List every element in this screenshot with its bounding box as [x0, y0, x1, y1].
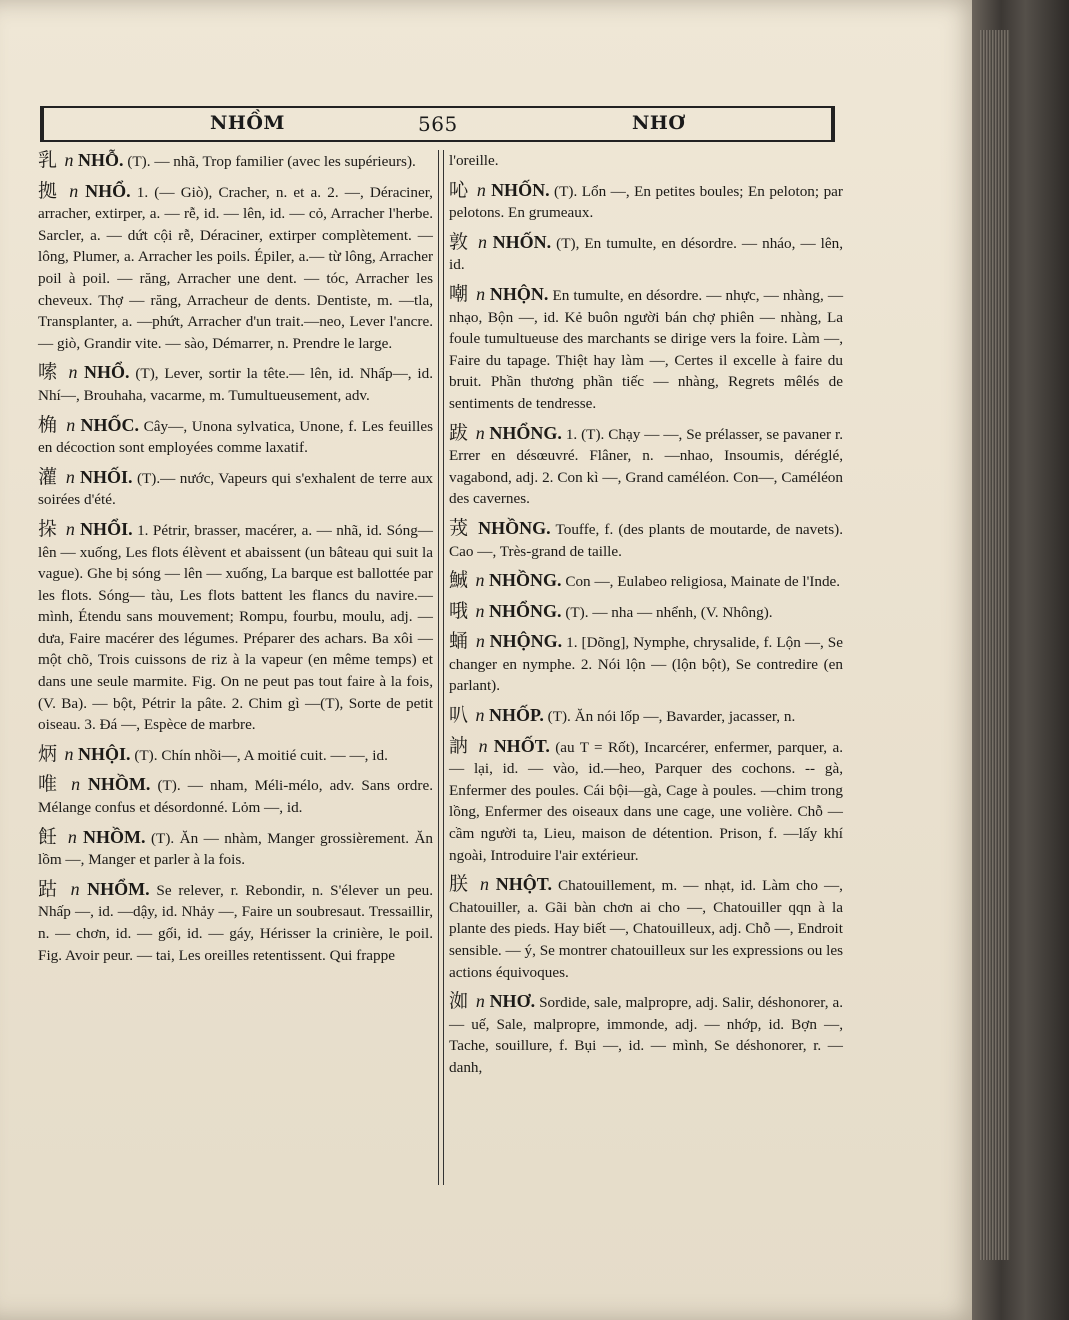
book-page-edge	[972, 0, 1069, 1320]
entry-definition: (T). — nham, Méli-mélo, adv. Sans ordre. Mélange confus et désordonné. Lỏm —, id.	[38, 777, 433, 817]
entry-definition: (T), Lever, sortir la tête.— lên, id. Nhấp—, id. Nhí—, Brouhaha, vacarme, m. Tumultueusement, adv.	[38, 365, 433, 404]
entry-definition: Sordide, sale, malpropre, adj. Salir, déshonorer, a. — uế, Sale, malpropre, immonde, adj. — nhớp, id. Bợn —, Tache, souillure, f. Bụi —, id. — mình, Se déshonorer, r. — danh,	[449, 994, 844, 1076]
entry-definition: (T).— nước, Vapeurs qui s'exhalent de terre aux soirées d'été.	[38, 469, 434, 509]
chinese-character: 乳	[38, 150, 58, 171]
entry-headword: NHỐI.	[79, 466, 133, 487]
chinese-character: 叭	[449, 705, 469, 727]
entry-pos: n	[475, 600, 485, 621]
entry-pos: n	[478, 735, 488, 756]
dictionary-entry	[38, 362, 433, 406]
column-divider	[438, 150, 444, 1185]
entry-pos: n	[475, 705, 485, 726]
entry-definition: Con —, Eulabeo religiosa, Mainate de l'Inde.	[565, 573, 841, 591]
entry-headword: NHỔM.	[87, 878, 150, 899]
dictionary-entry	[38, 467, 433, 511]
entry-pos: n	[475, 991, 485, 1012]
entry-headword: NHỔNG.	[489, 422, 562, 443]
entry-pos: n	[68, 362, 78, 383]
entry-headword: NHỒNG.	[489, 570, 562, 591]
header-right-word: NHƠ	[632, 112, 686, 134]
right-column	[449, 150, 843, 1087]
entry-headword: NHỖ.	[78, 150, 124, 170]
entry-headword: NHỔI.	[80, 518, 133, 539]
entry-headword: NHỔ.	[85, 180, 131, 201]
chinese-character: 飪	[38, 826, 59, 848]
dictionary-entry	[449, 874, 843, 983]
dictionary-entry	[449, 518, 843, 562]
chinese-character: 桷	[38, 414, 58, 436]
entry-pos: n	[64, 743, 74, 764]
dictionary-entry	[38, 415, 433, 459]
entry-definition: (T). — nhã, Trop familier (avec les supérieurs).	[127, 153, 416, 170]
header-left-word: NHỒM	[210, 112, 285, 134]
entry-definition: En tumulte, en désordre. — nhực, — nhàng, — nhạo, Bộn —, id. Kẻ buôn người bán chợ phiên — nhàng, La foule tumultueuse des marchants se dirige vers la foire. Làm —, Faire du tapage. Thiệt hay làm —, Certes il excelle à faire du bruit. Phần thương phần tiếc — nhàng, Regrets mêlés de sentiments de tendresse.	[449, 286, 844, 412]
entry-headword: NHỐT.	[493, 735, 550, 756]
entry-definition: 1. (— Giò), Cracher, n. et a. 2. —, Déraciner, arracher, extirper, a. — rễ, id. — lên, id. — cỏ, Arracher l'herbe. Sarcler, a. — dứt cội rễ, Déraciner, extirper complètement. — lông, Plumer, a. Arracher les poils. Épiler, a.— từ lông, Arracher poil à poil. — răng, Arracher une dent. — tóc, Arracher les cheveux. Thợ — răng, Arracheur de dents. Dentiste, m. —tla, Transplanter, a. —phứt, Arracher d'un trait.—neo, Lever l'ancre. — giò, Grandir vite. — sào, Démarrer, n. Prendre le large.	[38, 183, 433, 352]
chinese-character: 洳	[449, 991, 469, 1013]
dictionary-entry	[449, 284, 843, 415]
dictionary-entry-continuation	[449, 150, 843, 172]
entry-definition: (T). Chín nhồi—, A moitié cuit. — —, id.	[134, 746, 388, 764]
chinese-character: 蛹	[449, 631, 469, 653]
chinese-character: 炳	[38, 743, 58, 765]
entry-definition: (T). — nha — nhểnh, (V. Nhông).	[565, 603, 773, 621]
entry-definition: (au T = Rốt), Incarcérer, enfermer, parquer, a. — lại, id. — vào, id.—heo, Parquer des cochons. -- gà, Enfermer des poules. Cái bội—gà, Cage à poules. —chim trong lồng, Enfermer des oiseaux dans une cage, une volière. Chỗ — cầm người ta, Lieu, maison de détention. Prison, f. —lấy khí ngoài, Introduire l'air extérieur.	[449, 738, 843, 864]
entry-definition: Chatouillement, m. — nhạt, id. Làm cho —, Chatouiller, a. Gãi bàn chơn ai cho —, Chatouiller qqn à la plante des pieds. Hay biết —, Chatouilleux, adj. Chỗ —, Endroit sensible. — ý, Se montrer chatouilleux sur les expressions ou les actions équivoques.	[449, 877, 843, 981]
dictionary-entry	[38, 519, 433, 736]
entry-pos: n	[65, 466, 75, 487]
dictionary-entry	[38, 774, 433, 818]
chinese-character: 灌	[38, 466, 58, 488]
entry-pos: n	[475, 570, 485, 591]
chinese-character: 朕	[449, 874, 471, 896]
entry-definition: 1. (T). Chạy — —, Se prélasser, se pavaner r. Errer en désœuvré. Flâner, n. —nhao, Insoumis, déréglé, vagabond, adj. 2. Con kì —, Grand caméléon. Con—, Caméléon des cavernes.	[449, 425, 843, 508]
dictionary-entry	[449, 631, 843, 697]
chinese-character: 敦	[449, 231, 470, 253]
entry-pos: n	[476, 283, 486, 304]
entry-definition: Cây—, Unona sylvatica, Unone, f. Les feuilles en décoction sont employées comme laxatif.	[38, 417, 433, 457]
chinese-character: 唯	[38, 774, 61, 796]
entry-headword: NHỘN.	[489, 283, 549, 304]
dictionary-entry	[38, 181, 433, 355]
chinese-character: 嘲	[449, 283, 469, 305]
page-number: 565	[418, 112, 458, 136]
entry-pos: n	[70, 878, 80, 899]
entry-pos: n	[475, 631, 485, 652]
entry-pos: n	[66, 414, 76, 435]
entry-definition: l'oreille.	[449, 152, 499, 169]
entry-definition: (T). Ăn nói lốp —, Bavarder, jacasser, n.	[547, 708, 796, 726]
chinese-character: 嗦	[38, 362, 60, 384]
entry-definition: (T). Ăn — nhàm, Manger grossièrement. Ăn lồm —, Manger et parler à la fois.	[38, 829, 434, 869]
entry-pos: n	[67, 826, 77, 847]
dictionary-entry	[449, 705, 843, 728]
entry-pos: n	[69, 180, 79, 201]
entry-headword: NHỐP.	[489, 705, 544, 726]
entry-headword: NHỐN.	[492, 231, 552, 252]
entry-headword: NHỒM.	[87, 774, 151, 795]
dictionary-entry	[449, 570, 843, 593]
entry-pos: n	[71, 774, 81, 795]
left-column	[38, 150, 433, 974]
chinese-character: 鯎	[449, 570, 469, 592]
chinese-character: 跍	[38, 878, 61, 900]
entry-headword: NHỐC.	[80, 414, 140, 435]
entry-headword: NHỘNG.	[489, 631, 563, 652]
entry-definition: 1. [Dõng], Nymphe, chrysalide, f. Lộn —, Se changer en nymphe. 2. Nói lộn — (lộn bột), Se contredire (en parlant).	[449, 634, 843, 695]
entry-headword: NHỘI.	[78, 743, 131, 764]
entry-pos: n	[480, 874, 490, 895]
chinese-character: 挆	[38, 518, 58, 540]
entry-pos: n	[476, 179, 486, 200]
entry-headword: NHỒM.	[83, 826, 146, 847]
entry-definition: (T), En tumulte, en désordre. — nháo, — lên, id.	[449, 234, 843, 274]
entry-headword: NHỔNG.	[489, 600, 562, 621]
entry-definition: 1. Pétrir, brasser, macérer, a. — nhã, id. Sóng— lên — xuống, Les flots élèvent et abaissent (un bâteau qui suit la vague). Ghe bị sóng — lên — xuống, La barque est ballottée par les flots. Sóng— tàu, Les flots battent les flancs du navire.— mình, Étendu sans mouvement; Rompu, fourbu, moulu, adj. — dưa, Faire macérer des légumes. Préparer des achars. Ba xôi — một chõ, Trois cuissons de riz à la vapeur (en même temps) et dans une seule marmite. Fig. On ne peut pas tout faire à la fois, (V. Ba). — bột, Pétrir la pâte. 2. Chim gì —(T), Sorte de petit oiseau. 3. Đá —, Espèce de marbre.	[38, 521, 433, 734]
entry-pos: n	[475, 422, 485, 443]
dictionary-entry	[449, 736, 843, 867]
entry-pos: n	[477, 231, 487, 252]
dictionary-entry	[449, 991, 843, 1078]
chinese-character: 吣	[449, 179, 469, 201]
dictionary-entry	[449, 423, 843, 510]
dictionary-entry	[38, 879, 433, 966]
entry-headword: NHỘT.	[495, 874, 552, 895]
dictionary-entry	[38, 150, 433, 173]
chinese-character: 哦	[449, 600, 469, 622]
dictionary-entry	[38, 827, 433, 871]
chinese-character: 跋	[449, 422, 469, 444]
dictionary-entry	[449, 180, 843, 224]
entry-headword: NHỔ.	[84, 362, 130, 383]
entry-definition: Touffe, f. (des plants de moutarde, de navets). Cao —, Très-grand de taille.	[449, 520, 843, 560]
dictionary-entry	[449, 601, 843, 624]
chinese-character: 茙	[449, 517, 470, 539]
chinese-character: 拠	[38, 180, 60, 202]
chinese-character: 訥	[449, 735, 470, 757]
entry-definition: (T). Lổn —, En petites boules; En peloton; par pelotons. En grumeaux.	[449, 182, 843, 222]
entry-definition: Se relever, r. Rebondir, n. S'élever un peu. Nhấp —, id. —dậy, id. Nhảy —, Faire un soubresaut. Tressaillir, n. — chơn, id. — gối, id. — gáy, Hérisser la crinière, le poil. Fig. Avoir peur. — tai, Les oreilles retentissent. Qui frappe	[38, 881, 434, 964]
entry-headword: NHỒNG.	[478, 517, 551, 538]
dictionary-entry	[449, 232, 843, 276]
dictionary-entry	[38, 744, 433, 767]
entry-headword: NHỐN.	[491, 179, 550, 200]
entry-pos: n	[65, 518, 75, 539]
entry-pos: n	[64, 150, 74, 170]
entry-headword: NHƠ.	[489, 991, 536, 1012]
